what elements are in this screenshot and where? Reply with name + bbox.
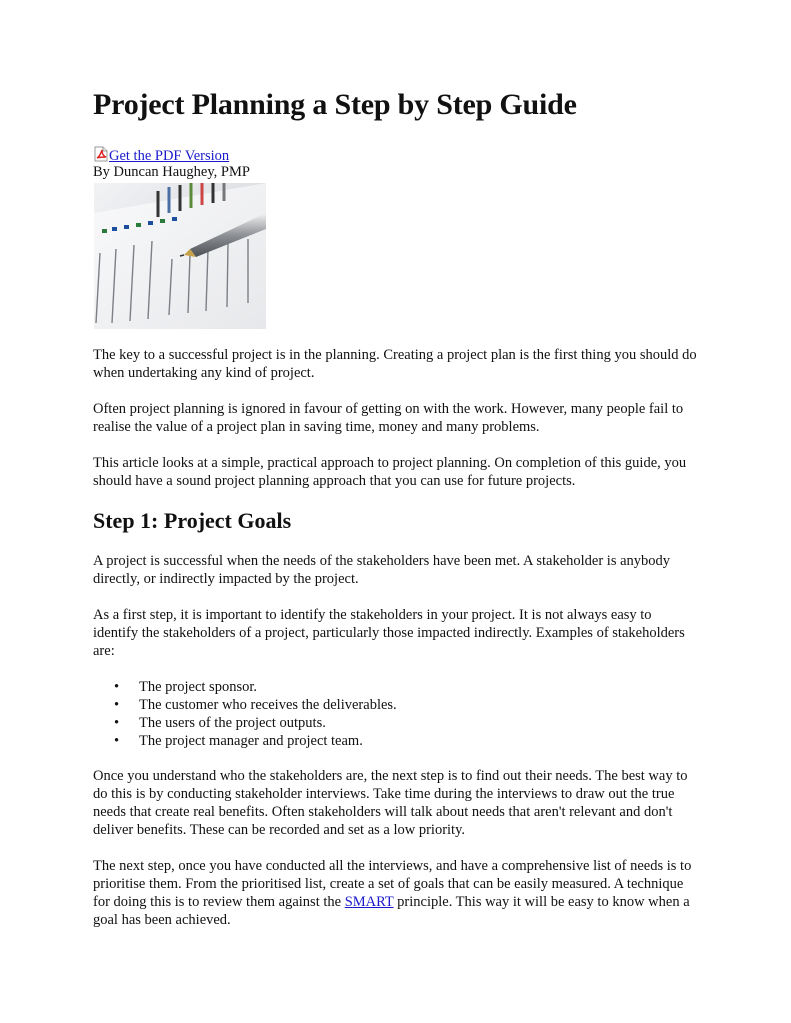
step1-paragraph-4-text-end: principle. This way it will be easy to know when a goal has been achieved. (93, 894, 690, 928)
pdf-link-row (93, 146, 229, 165)
list-item-text: The project manager and project team. (139, 733, 363, 749)
smart-link[interactable]: SMART (344, 894, 394, 910)
step1-paragraph-2: As a first step, it is important to identify the stakeholders in your project. It is not always easy to identify the stakeholders of a project, particularly those impacted indirectly. Examples of stakeholders are: (93, 607, 685, 659)
pdf-file-icon[interactable] (93, 146, 109, 162)
list-item (93, 678, 397, 696)
step1-heading: Step 1: Project Goals (93, 508, 292, 533)
step1-paragraph-4 (93, 857, 698, 929)
list-item-text: The project sponsor. (139, 679, 257, 695)
intro-paragraph-1: The key to a successful project is in the planning. Creating a project plan is the first thing you should do when undertaking any kind of project. (93, 347, 697, 381)
page-title: Project Planning a Step by Step Guide (93, 88, 577, 121)
list-item (93, 714, 397, 732)
step1-paragraph-4-text: The next step, once you have conducted all the interviews, and have a comprehensive list of needs is to prioritise them. From the prioritised list, create a set of goals that can be easily measured. A technique for doing this is to review them against the (93, 858, 692, 910)
bullet: • (114, 679, 120, 695)
bullet: • (114, 715, 120, 731)
pen-on-chart-printout-photo (94, 183, 266, 329)
bullet: • (114, 697, 120, 713)
step1-paragraph-1: A project is successful when the needs of the stakeholders have been met. A stakeholder is anybody directly, or indirectly impacted by the project. (93, 553, 671, 587)
list-item (93, 696, 397, 714)
list-item (93, 732, 397, 750)
list-item-text: The customer who receives the deliverables. (139, 697, 397, 713)
step1-paragraph-3: Once you understand who the stakeholders are, the next step is to find out their needs. The best way to do this is by conducting stakeholder interviews. Take time during the interviews to draw out the true needs that create real benefits. Often stakeholders will talk about needs that aren't relevant and don't deliver benefits. These can be recorded and set as a low priority. (93, 768, 688, 838)
list-item-text: The users of the project outputs. (139, 715, 326, 731)
stakeholder-list (93, 678, 397, 750)
bullet: • (114, 733, 120, 749)
author-byline: By Duncan Haughey, PMP (93, 164, 250, 180)
pdf-version-link[interactable]: Get the PDF Version (109, 148, 230, 164)
intro-paragraph-2: Often project planning is ignored in favour of getting on with the work. However, many people fail to realise the value of a project plan in saving time, money and many problems. (93, 401, 684, 435)
intro-paragraph-3: This article looks at a simple, practical approach to project planning. On completion of this guide, you should have a sound project planning approach that you can use for future projects. (93, 455, 687, 489)
